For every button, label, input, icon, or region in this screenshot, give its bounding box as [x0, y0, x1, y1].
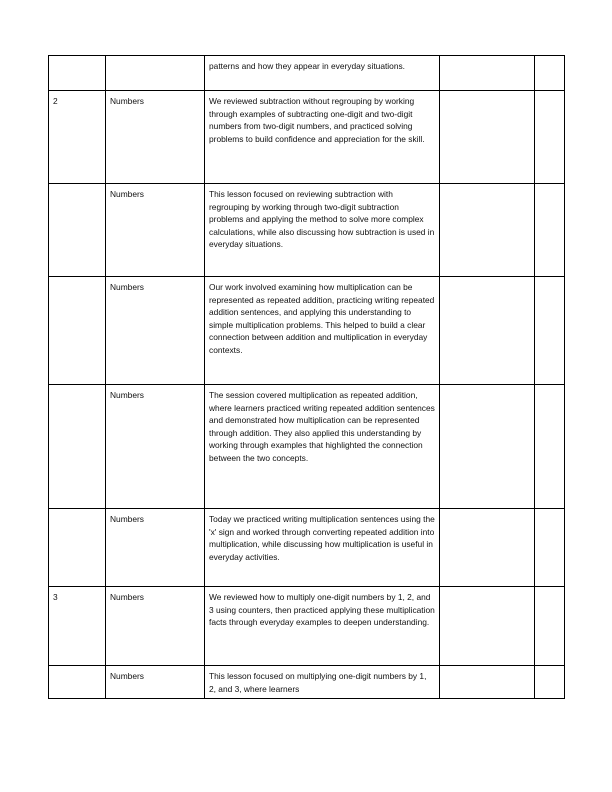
notes-cell: We reviewed how to multiply one-digit numbers by 1, 2, and 3 using counters, then practiced applying these multiplication facts through everyday examples to deepen understanding.	[205, 587, 440, 666]
blank-cell-5	[535, 666, 565, 699]
table-row	[49, 509, 565, 587]
blank-cell-4	[440, 666, 535, 699]
notes-cell: patterns and how they appear in everyday situations.	[205, 56, 440, 91]
notes-cell: Today we practiced writing multiplication sentences using the 'x' sign and worked through converting repeated addition into multiplication, while discussing how multiplication is useful in everyday activities.	[205, 509, 440, 587]
topic-cell: Numbers	[106, 184, 205, 277]
table-row	[49, 56, 565, 91]
notes-cell: Our work involved examining how multiplication can be represented as repeated addition, practicing writing repeated addition sentences, and applying this understanding to simple multiplication problems. This helped to build a clear connection between addition and multiplication in everyday contexts.	[205, 277, 440, 385]
blank-cell-5	[535, 587, 565, 666]
week-cell	[49, 666, 106, 699]
topic-cell	[106, 56, 205, 91]
topic-cell: Numbers	[106, 277, 205, 385]
topic-cell: Numbers	[106, 385, 205, 509]
blank-cell-5	[535, 277, 565, 385]
week-cell	[49, 184, 106, 277]
week-cell	[49, 56, 106, 91]
blank-cell-5	[535, 385, 565, 509]
week-cell	[49, 385, 106, 509]
blank-cell-4	[440, 385, 535, 509]
topic-cell: Numbers	[106, 587, 205, 666]
blank-cell-4	[440, 56, 535, 91]
notes-cell: The session covered multiplication as repeated addition, where learners practiced writing repeated addition sentences and demonstrated how multiplication can be represented through addition. They also applied this understanding by working through examples that highlighted the connection between the two concepts.	[205, 385, 440, 509]
table-row	[49, 91, 565, 184]
notes-cell: This lesson focused on multiplying one-digit numbers by 1, 2, and 3, where learners	[205, 666, 440, 699]
topic-cell: Numbers	[106, 509, 205, 587]
week-cell: 2	[49, 91, 106, 184]
blank-cell-5	[535, 56, 565, 91]
notes-cell: We reviewed subtraction without regrouping by working through examples of subtracting one-digit and two-digit numbers from two-digit numbers, and practiced solving problems to build confidence and appreciation for the skill.	[205, 91, 440, 184]
blank-cell-4	[440, 184, 535, 277]
lesson-table-body	[49, 56, 565, 699]
blank-cell-5	[535, 184, 565, 277]
blank-cell-4	[440, 587, 535, 666]
blank-cell-5	[535, 91, 565, 184]
week-cell	[49, 277, 106, 385]
topic-cell: Numbers	[106, 666, 205, 699]
week-cell	[49, 509, 106, 587]
table-row	[49, 587, 565, 666]
table-row	[49, 184, 565, 277]
blank-cell-4	[440, 91, 535, 184]
lesson-table	[48, 55, 565, 699]
table-row	[49, 385, 565, 509]
week-cell: 3	[49, 587, 106, 666]
table-row	[49, 277, 565, 385]
blank-cell-4	[440, 509, 535, 587]
blank-cell-4	[440, 277, 535, 385]
topic-cell: Numbers	[106, 91, 205, 184]
table-row	[49, 666, 565, 699]
blank-cell-5	[535, 509, 565, 587]
notes-cell: This lesson focused on reviewing subtraction with regrouping by working through two-digit subtraction problems and applying the method to solve more complex calculations, while also discussing how subtraction is used in everyday situations.	[205, 184, 440, 277]
